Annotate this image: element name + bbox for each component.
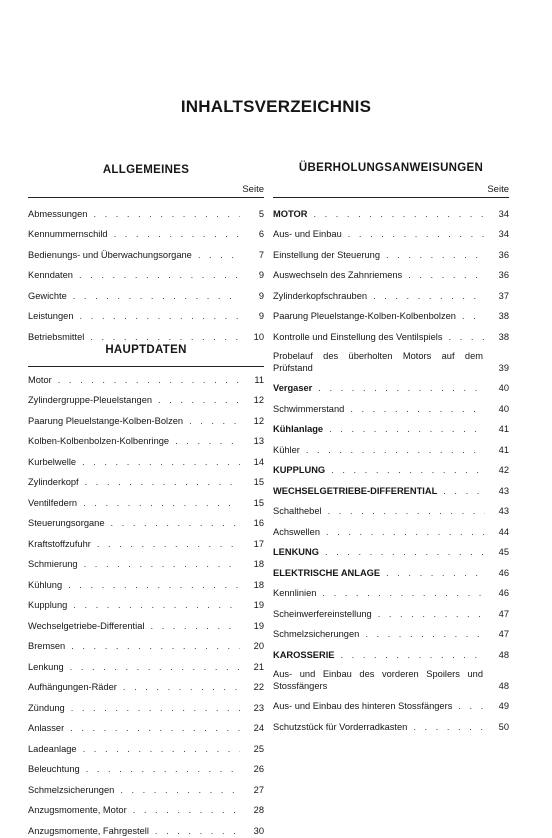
toc-entry-label: KUPPLUNG [273,465,326,475]
toc-entry [273,262,509,283]
toc-entry-label: Auswechseln des Zahnriemens [273,270,403,280]
toc-entry-label: Aus- und Einbau des hinteren Stossfängers [273,701,453,711]
toc-entry-page: 30 [253,825,264,836]
toc-entry-page: 10 [253,331,264,342]
dot-leader [158,394,240,406]
toc-entry-label: Probelauf des überholten Motors auf dem Prüfstand [273,350,483,373]
toc-entry-label: Aus- und Einbau des vorderen Spoilers und Stossfängers [273,668,483,691]
toc-entry-page: 20 [253,641,264,651]
toc-entry [28,510,264,531]
toc-entry-label: Paarung Pleuelstange-Kolben-Bolzen [28,415,184,426]
toc-entry-page: 7 [258,249,264,260]
toc-entry-label: Kennummernschild [28,229,108,239]
dot-leader [80,310,241,322]
toc-entry [273,457,509,478]
toc-entry-page: 48 [498,680,509,691]
toc-entry-page: 9 [258,270,264,280]
dot-leader [97,538,240,550]
toc-entry-page: 12 [253,395,264,405]
toc-list-ueberholung [273,200,509,734]
toc-entry [28,221,264,242]
toc-entry-page: 37 [498,290,509,301]
toc-entry [273,416,509,437]
toc-entry [28,571,264,592]
toc-entry [273,477,509,498]
toc-entry-page: 40 [498,383,509,393]
toc-entry-label: Kupplung [28,600,68,610]
toc-list-hauptdaten [28,366,264,838]
toc-entry [273,375,509,396]
dot-leader [155,825,240,837]
toc-entry-label: Kühlanlage [273,424,324,434]
dot-leader [70,722,240,734]
toc-entry-label: LENKUNG [273,547,319,557]
toc-entry-page: 28 [253,805,264,815]
toc-entry-label: Anlasser [28,723,65,733]
toc-entry [273,221,509,242]
dot-leader [328,505,485,517]
toc-entry-page: 14 [253,456,264,467]
toc-entry-label: Kenndaten [28,270,73,280]
toc-entry [273,241,509,262]
dot-leader [71,640,240,652]
dot-leader [189,415,240,427]
toc-entry [28,387,264,408]
toc-entry [273,303,509,324]
dot-leader [313,208,485,220]
toc-entry-label: Beleuchtung [28,764,80,774]
toc-entry-label: Bedienungs- und Überwachungsorgane [28,249,192,260]
toc-entry-label: Schmierung [28,559,78,569]
toc-entry [28,323,264,344]
toc-entry-page: 50 [498,721,509,732]
toc-entry-page: 5 [258,208,264,219]
toc-entry-page: 21 [253,661,264,672]
toc-entry-page: 43 [498,506,509,516]
toc-entry [28,756,264,777]
toc-entry [28,735,264,756]
toc-entry [28,694,264,715]
toc-entry-page: 22 [253,682,264,692]
toc-entry [28,428,264,449]
toc-entry [273,641,509,662]
toc-entry-page: 34 [498,208,509,219]
toc-entry [28,674,264,695]
dot-leader [408,269,485,281]
dot-leader [326,526,485,538]
toc-entry-page: 45 [498,547,509,557]
dot-leader [71,702,240,714]
dot-leader [150,620,240,632]
dot-leader [340,649,485,661]
dot-leader [306,444,485,456]
dot-leader [120,784,240,796]
toc-entry-label: Bremsen [28,641,66,651]
toc-entry [273,323,509,344]
toc-entry-page: 11 [254,374,264,385]
toc-entry-label: Anzugsmomente, Motor [28,805,127,815]
toc-entry [273,600,509,621]
dot-leader [365,628,485,640]
toc-entry-page: 49 [498,701,509,711]
toc-entry-label: Wechselgetriebe-Differential [28,620,145,631]
dot-leader [90,331,240,343]
toc-entry [273,395,509,416]
dot-leader [386,567,485,579]
dot-leader [386,249,485,261]
toc-entry-page: 48 [498,649,509,660]
toc-entry [273,518,509,539]
dot-leader [68,579,240,591]
toc-entry-label: Zylindergruppe-Pleuelstangen [28,395,153,405]
dot-leader [86,763,240,775]
toc-entry-page: 47 [498,629,509,639]
toc-entry [28,551,264,572]
toc-entry-label: Motor [28,374,52,385]
toc-entry-page: 9 [258,290,264,301]
toc-entry-label: Ladeanlage [28,743,77,754]
toc-entry-page: 36 [498,249,509,260]
dot-leader [458,700,485,712]
toc-entry-label: Schalthebel [273,506,322,516]
toc-entry [28,612,264,633]
toc-entry [28,817,264,838]
toc-entry-label: Kraftstoffzufuhr [28,538,91,549]
dot-leader [82,456,240,468]
toc-entry-label: Schutzstück für Vorderradkasten [273,721,408,732]
dot-leader [373,290,485,302]
dot-leader [198,249,240,261]
toc-entry-page: 18 [253,559,264,569]
toc-entry [28,653,264,674]
dot-leader [350,403,485,415]
toc-entry-label: MOTOR [273,208,308,219]
toc-entry-page: 25 [253,743,264,754]
toc-entry [273,539,509,560]
page-column-label: Seite [487,184,509,195]
toc-entry-label: Einstellung der Steuerung [273,249,380,260]
dot-leader [462,310,485,322]
toc-entry [273,436,509,457]
toc-entry [273,200,509,221]
toc-entry-label: Leistungen [28,311,74,321]
page-column-label: Seite [242,184,264,195]
toc-entry [273,693,509,714]
toc-entry-label: KAROSSERIE [273,649,335,660]
dot-leader [322,587,485,599]
toc-entry [273,580,509,601]
toc-entry-page: 23 [253,702,264,713]
dot-leader [79,269,240,281]
toc-entry-page: 24 [253,723,264,733]
toc-entry [28,633,264,654]
dot-leader [58,374,240,386]
toc-entry-label: Zylinderkopf [28,477,79,487]
dot-leader [175,435,240,447]
toc-entry-page: 16 [253,518,264,528]
section-rule [273,197,509,198]
toc-entry-label: ELEKTRISCHE ANLAGE [273,567,381,578]
toc-entry [28,469,264,490]
dot-leader [73,290,240,302]
section-heading-hauptdaten: HAUPTDATEN [105,344,187,356]
toc-entry-page: 9 [258,311,264,321]
dot-leader [413,721,485,733]
toc-entry-page: 17 [253,538,264,549]
toc-entry [28,530,264,551]
dot-leader [449,331,485,343]
toc-entry-page: 26 [253,764,264,774]
dot-leader [123,681,240,693]
section-heading-ueberholungsanweisungen: ÜBERHOLUNGSANWEISUNGEN [298,162,484,174]
dot-leader [348,228,485,240]
toc-entry [28,282,264,303]
toc-entry-label: Kühlung [28,579,63,590]
toc-entry-label: Anzugsmomente, Fahrgestell [28,825,149,836]
toc-entry-page: 46 [498,588,509,598]
toc-entry [28,776,264,797]
section-heading-allgemeines: ALLGEMEINES [102,164,190,176]
toc-entry-label: Steuerungsorgane [28,518,105,528]
toc-entry-label: WECHSELGETRIEBE-DIFFERENTIAL [273,485,438,496]
toc-entry [28,407,264,428]
toc-entry-label: Scheinwerfereinstellung [273,608,372,619]
dot-leader [318,382,485,394]
toc-entry-page: 47 [498,608,509,619]
dot-leader [331,464,485,476]
toc-entry [273,344,509,375]
toc-entry-page: 6 [258,229,264,239]
toc-entry-label: Aufhängungen-Räder [28,682,117,692]
toc-entry-page: 15 [253,477,264,487]
dot-leader [83,497,240,509]
dot-leader [329,423,485,435]
toc-entry-page: 19 [253,620,264,631]
toc-entry-label: Aus- und Einbau [273,229,342,239]
dot-leader [133,804,240,816]
toc-entry-label: Schmelzsicherungen [273,629,360,639]
toc-entry-page: 40 [498,403,509,414]
toc-entry-page: 27 [253,784,264,795]
dot-leader [93,208,240,220]
toc-entry-page: 41 [498,444,509,455]
toc-entry-page: 41 [498,424,509,434]
toc-entry-label: Zündung [28,702,65,713]
toc-entry-page: 34 [498,229,509,239]
dot-leader [443,485,485,497]
toc-entry-page: 36 [498,270,509,280]
toc-entry-label: Kennlinien [273,588,317,598]
dot-leader [83,743,240,755]
dot-leader [111,517,241,529]
toc-entry-page: 46 [498,567,509,578]
toc-entry [28,592,264,613]
toc-entry-page: 43 [498,485,509,496]
section-rule [28,197,264,198]
toc-entry-label: Vergaser [273,383,313,393]
toc-entry-label: Lenkung [28,661,64,672]
toc-entry-label: Kurbelwelle [28,456,77,467]
toc-entry-label: Kolben-Kolbenbolzen-Kolbenringe [28,436,170,446]
toc-entry-page: 38 [498,331,509,342]
dot-leader [84,558,240,570]
toc-entry-label: Abmessungen [28,208,88,219]
toc-entry-label: Schwimmerstand [273,403,345,414]
dot-leader [73,599,240,611]
toc-entry [28,262,264,283]
toc-entry-page: 12 [253,415,264,426]
toc-entry [28,366,264,387]
toc-entry-label: Achswellen [273,526,321,537]
toc-entry-page: 18 [253,579,264,590]
toc-entry [28,715,264,736]
toc-entry [273,498,509,519]
page-title: INHALTSVERZEICHNIS [180,97,372,116]
toc-entry [28,489,264,510]
dot-leader [85,476,240,488]
toc-entry [28,448,264,469]
toc-entry-label: Betriebsmittel [28,331,85,342]
toc-entry-page: 15 [253,497,264,508]
toc-entry [28,200,264,221]
toc-entry [273,621,509,642]
toc-entry [28,303,264,324]
toc-entry [28,241,264,262]
dot-leader [70,661,240,673]
toc-entry-label: Paarung Pleuelstange-Kolben-Kolbenbolzen [273,311,456,321]
toc-entry-page: 42 [498,465,509,475]
toc-entry-page: 38 [498,311,509,321]
toc-entry-label: Zylinderkopfschrauben [273,290,368,301]
toc-entry [273,282,509,303]
dot-leader [114,228,240,240]
toc-list-allgemeines [28,200,264,344]
dot-leader [378,608,485,620]
toc-entry-label: Ventilfedern [28,497,78,508]
dot-leader [325,546,485,558]
toc-entry-label: Schmelzsicherungen [28,784,115,795]
toc-entry-label: Kontrolle und Einstellung des Ventilspiels [273,331,443,342]
toc-entry [273,713,509,734]
toc-entry-label: Kühler [273,444,300,455]
toc-entry-page: 39 [498,362,509,373]
toc-entry-label: Gewichte [28,290,67,301]
toc-entry [273,559,509,580]
toc-entry-page: 44 [498,526,509,537]
toc-entry [273,662,509,693]
toc-entry-page: 19 [253,600,264,610]
toc-entry-page: 13 [253,436,264,446]
